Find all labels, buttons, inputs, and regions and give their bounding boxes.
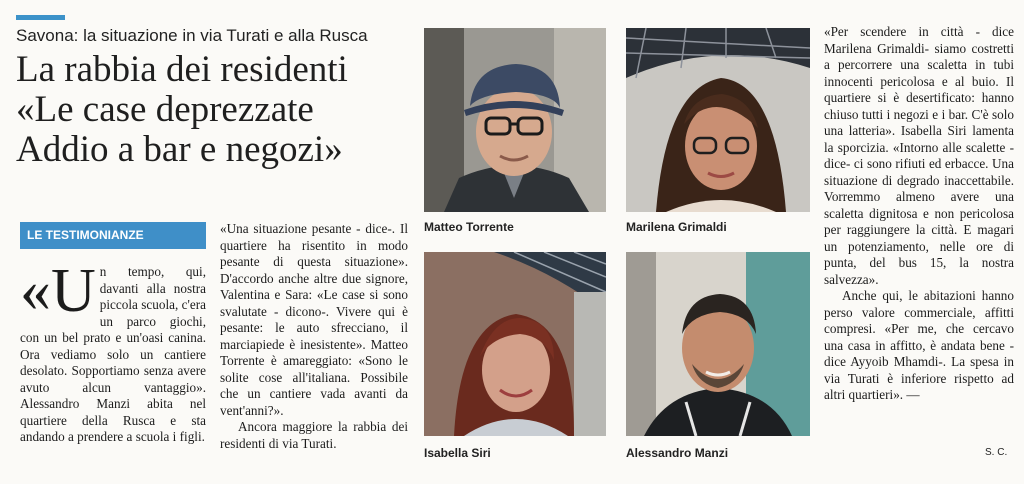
paragraph: Anche qui, le abitazioni hanno perso valore commerciale, affitti compresi. «Per me, che cercavo una casa in affitto, è andata bene - dice Ayyoib Mhamdi-. La spesa in via Turati è inferiore rispetto ad altri quartieri». — <box>824 288 1014 402</box>
photo-caption: Marilena Grimaldi <box>626 220 727 234</box>
section-label: LE TESTIMONIANZE <box>20 222 206 249</box>
headline-line: «Le case deprezzate <box>16 89 314 130</box>
drop-cap: «U <box>20 257 96 325</box>
article-headline <box>16 50 416 170</box>
portrait-photo-marilena-grimaldi <box>626 28 810 212</box>
photo-caption: Alessandro Manzi <box>626 446 729 460</box>
text-column-3 <box>824 24 1014 404</box>
paragraph: «Una situazione pesante - dice-. Il quartiere ha risentito in modo pesante di questa situazione». D'accordo anche altre due signore, Valentina e Sara: «Le case si sono svalutate - dicono-. Vivere qui è pesante: le auto sfrecciano, il marciapiede è inesistente». Matteo Torrente è amareggiato: «Sono le solite cose all'italiana. Possibile che un cantiere vada avanti da vent'anni?». <box>220 221 408 418</box>
photo-caption: Isabella Siri <box>424 446 491 460</box>
headline-line: La rabbia dei residenti <box>16 49 348 90</box>
accent-rule <box>16 15 65 20</box>
text-column-1 <box>20 257 206 446</box>
portrait-photo-matteo-torrente <box>424 28 606 212</box>
column-text: n tempo, qui, davanti alla nostra piccola scuola, c'era un parco giochi, con un bel prato e un'oasi canina. Ora vediamo solo un cantiere desolato. Sopportiamo senza avere avuto alcun vantaggio». Alessandro Manzi abita nel quartiere della Rusca e sta andando a prendere a scuola i figli. <box>20 264 206 444</box>
portrait-photo-alessandro-manzi <box>626 252 810 436</box>
paragraph: «Per scendere in città - dice Marilena Grimaldi- siamo costretti a percorrere una scaletta in tubi innocenti pericolosa e al buio. Il quartiere si è desertificato: hanno chiuso tutti i negozi e i bar. C'è solo una latteria». Isabella Siri lamenta la sporcizia. «Intorno alle scalette - dice- ci sono rifiuti ed erbacce. Una situazione di degrado inaccettabile. Vorremmo almeno avere una scaletta dignitosa e non pericolosa per raggiungere la città. E magari un potenziamento, nelle ore di punta, del bus 15, la nostra salvezza». <box>824 24 1014 287</box>
author-signature: S. C. <box>985 447 1008 458</box>
text-column-2 <box>220 221 408 452</box>
headline-line: Addio a bar e negozi» <box>16 129 343 170</box>
portrait-photo-isabella-siri <box>424 252 606 436</box>
photo-caption: Matteo Torrente <box>424 220 514 234</box>
article-kicker: Savona: la situazione in via Turati e alla Rusca <box>16 26 368 45</box>
paragraph: Ancora maggiore la rabbia dei residenti di via Turati. <box>220 419 408 451</box>
